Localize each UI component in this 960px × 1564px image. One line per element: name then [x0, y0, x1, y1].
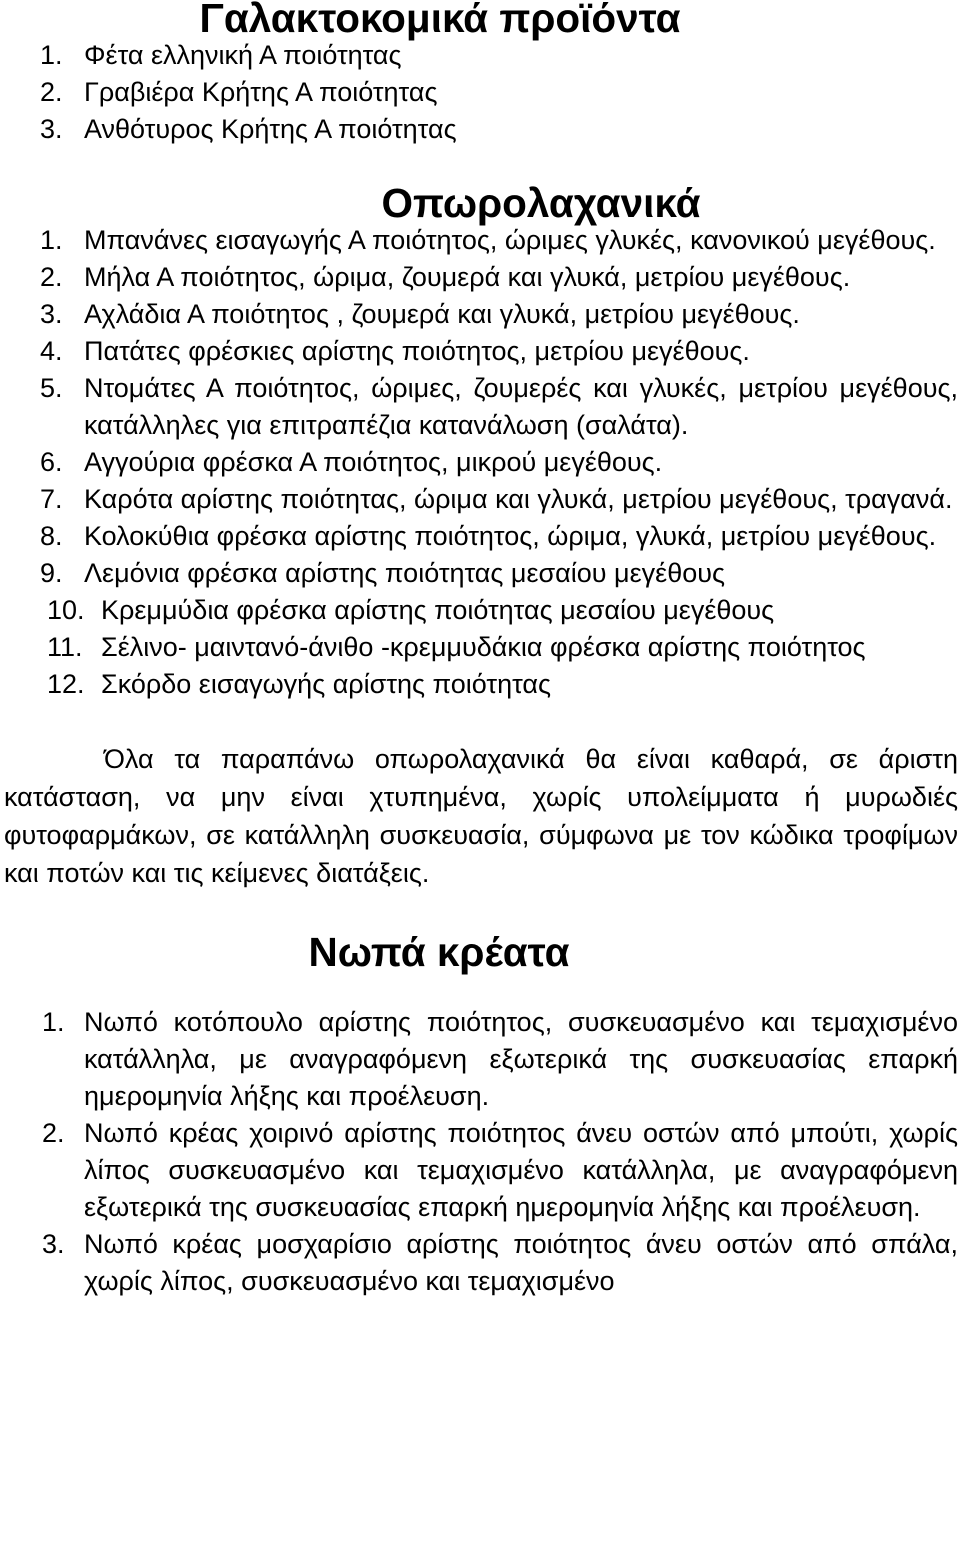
item-number: 7. [40, 484, 63, 514]
list-item [4, 1226, 958, 1300]
list-item [4, 111, 958, 148]
item-number: 11. [47, 632, 83, 662]
item-number: 3. [40, 114, 63, 144]
item-number: 1. [40, 225, 63, 255]
list-item [4, 1115, 958, 1226]
list-item [4, 259, 958, 296]
list-item [4, 296, 958, 333]
item-text: Πατάτες φρέσκιες αρίστης ποιότητος, μετρίου μεγέθους. [84, 336, 750, 366]
meat-heading: Νωπά κρέατα [308, 929, 570, 975]
dairy-heading: Γαλακτοκομικά προϊόντα [199, 0, 681, 41]
list-item [4, 74, 958, 111]
item-number: 5. [40, 373, 63, 403]
list-item [4, 518, 958, 555]
dairy-list [4, 37, 958, 148]
item-number: 2. [42, 1118, 65, 1148]
meat-list [4, 1004, 958, 1300]
item-text: Ανθότυρος Κρήτης Α ποιότητας [84, 114, 457, 144]
item-number: 12. [47, 669, 85, 699]
list-item [4, 666, 958, 703]
item-text: Νωπό κρέας χοιρινό αρίστης ποιότητος άνευ οστών από μπούτι, χωρίς λίπος συσκευασμένο και τεμαχισμένο κατάλληλα, με αναγραφόμενη εξωτερικά της συσκευασίας επαρκή ημερομηνία λήξης και προέλευση. [84, 1118, 958, 1222]
list-item [4, 1004, 958, 1115]
item-text: Σκόρδο εισαγωγής αρίστης ποιότητας [101, 669, 552, 699]
fruit-veg-heading: Οπωρολαχανικά [381, 180, 701, 226]
list-item [4, 555, 958, 592]
item-number: 9. [40, 558, 63, 588]
item-text: Νωπό κρέας μοσχαρίσιο αρίστης ποιότητος άνευ οστών από σπάλα, χωρίς λίπος, συσκευασμένο και τεμαχισμένο [84, 1229, 958, 1296]
item-text: Λεμόνια φρέσκα αρίστης ποιότητας μεσαίου μεγέθους [84, 558, 725, 588]
item-number: 2. [40, 262, 63, 292]
item-text: Γραβιέρα Κρήτης Α ποιότητας [84, 77, 438, 107]
item-number: 4. [40, 336, 63, 366]
item-text: Ντομάτες Α ποιότητος, ώριμες, ζουμερές και γλυκές, μετρίου μεγέθους, κατάλληλες για επιτραπέζια κατανάλωση (σαλάτα). [84, 373, 958, 440]
item-number: 3. [42, 1229, 65, 1259]
list-item [4, 481, 958, 518]
item-text: Καρότα αρίστης ποιότητας, ώριμα και γλυκά, μετρίου μεγέθους, τραγανά. [84, 484, 953, 514]
list-item [4, 592, 958, 629]
item-text: Νωπό κοτόπουλο αρίστης ποιότητος, συσκευασμένο και τεμαχισμένο κατάλληλα, με αναγραφόμενη εξωτερικά της συσκευασίας επαρκή ημερομηνία λήξης και προέλευση. [84, 1007, 958, 1111]
list-item [4, 444, 958, 481]
fruit-veg-list [4, 222, 958, 703]
item-text: Αχλάδια Α ποιότητος , ζουμερά και γλυκά, μετρίου μεγέθους. [84, 299, 800, 329]
item-text: Σέλινο- μαιντανό-άνιθο -κρεμμυδάκια φρέσκα αρίστης ποιότητος [101, 632, 866, 662]
item-text: Μήλα Α ποιότητος, ώριμα, ζουμερά και γλυκά, μετρίου μεγέθους. [84, 262, 851, 292]
fruit-veg-note: Όλα τα παραπάνω οπωρολαχανικά θα είναι καθαρά, σε άριστη κατάσταση, να μην είναι χτυπημένα, χωρίς υπολείμματα ή μυρωδιές φυτοφαρμάκων, σε κατάλληλη συσκευασία, σύμφωνα με τον κώδικα τροφίμων και ποτών και τις κείμενες διατάξεις. [4, 744, 958, 888]
item-number: 1. [42, 1007, 65, 1037]
item-number: 2. [40, 77, 63, 107]
item-number: 3. [40, 299, 63, 329]
item-number: 1. [40, 40, 63, 70]
item-text: Κολοκύθια φρέσκα αρίστης ποιότητος, ώριμα, γλυκά, μετρίου μεγέθους. [84, 521, 937, 551]
item-number: 10. [47, 595, 85, 625]
list-item [4, 333, 958, 370]
list-item [4, 222, 958, 259]
item-number: 8. [40, 521, 63, 551]
item-text: Μπανάνες εισαγωγής Α ποιότητος, ώριμες γλυκές, κανονικού μεγέθους. [84, 225, 936, 255]
item-text: Κρεμμύδια φρέσκα αρίστης ποιότητας μεσαίου μεγέθους [101, 595, 775, 625]
list-item [4, 370, 958, 444]
item-text: Φέτα ελληνική Α ποιότητας [84, 40, 402, 70]
list-item [4, 629, 958, 666]
list-item [4, 37, 958, 74]
item-number: 6. [40, 447, 63, 477]
item-text: Αγγούρια φρέσκα Α ποιότητος, μικρού μεγέθους. [84, 447, 663, 477]
